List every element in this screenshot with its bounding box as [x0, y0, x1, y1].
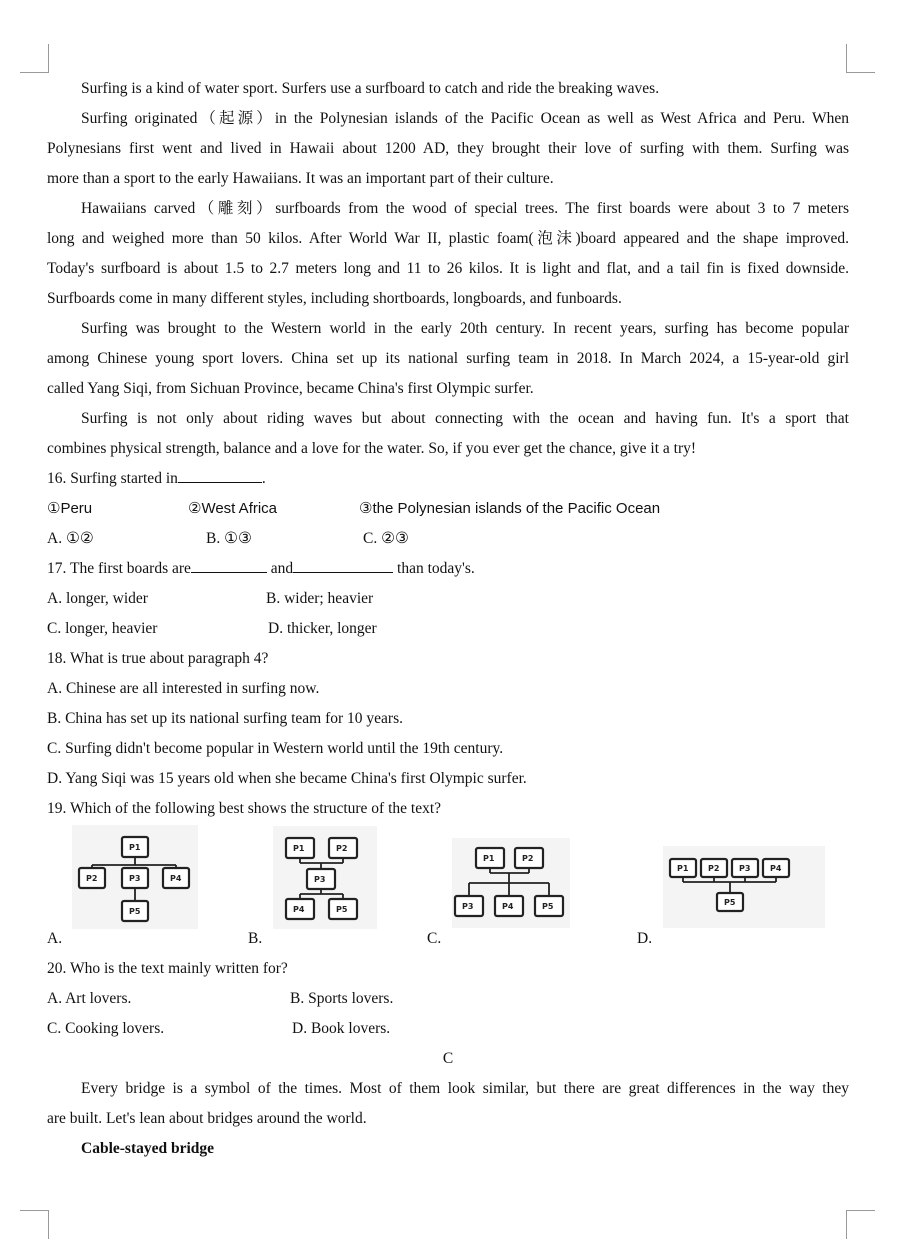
answer-option-letter[interactable]: B.: [248, 930, 263, 947]
structure-diagram-options: [47, 824, 849, 949]
passage-line: long and weighed more than 50 kilos. After World War II, plastic foam(泡沫)board appeared and the shape improved.: [47, 230, 849, 247]
paragraph-box: [455, 896, 483, 916]
question-17-options: [47, 584, 849, 614]
svg-text:P1: P1: [677, 864, 689, 873]
svg-text:P4: P4: [293, 905, 305, 914]
section-heading: C: [442, 1050, 454, 1067]
svg-text:P5: P5: [542, 902, 554, 911]
passage-line: among Chinese young sport lovers. China set up its national surfing team in 2018. In March 2024, a 15-year-old girl: [47, 350, 849, 367]
answer-blank[interactable]: [293, 554, 393, 573]
svg-text:P1: P1: [483, 854, 495, 863]
svg-text:P5: P5: [336, 905, 348, 914]
passage-line: combines physical strength, balance and a love for the water. So, if you ever get the chance, give it a try!: [47, 440, 697, 457]
answer-option[interactable]: D. Yang Siqi was 15 years old when she became China's first Olympic surfer.: [47, 770, 527, 787]
answer-option-letter[interactable]: A.: [47, 930, 63, 947]
passage-line: are built. Let's lean about bridges around the world.: [47, 1110, 367, 1127]
paragraph-box: [122, 868, 148, 888]
passage-line: Hawaiians carved（雕刻）surfboards from the wood of special trees. The first boards were about 3 to 7 meters: [81, 200, 849, 217]
answer-option[interactable]: D. thicker, longer: [268, 620, 377, 637]
svg-text:P4: P4: [770, 864, 782, 873]
passage-line: called Yang Siqi, from Sichuan Province, became China's first Olympic surfer.: [47, 380, 534, 397]
answer-option[interactable]: C. ②③: [363, 530, 409, 547]
paragraph-box: [495, 896, 523, 916]
answer-option[interactable]: A. longer, wider: [47, 590, 148, 607]
question-18-stem: 18. What is true about paragraph 4?: [47, 650, 269, 667]
choice-item: ①Peru: [47, 500, 93, 517]
answer-option[interactable]: B. China has set up its national surfing team for 10 years.: [47, 710, 404, 727]
diagram-connector: [469, 868, 549, 896]
question-text: and: [266, 560, 294, 577]
passage-line: Surfing was brought to the Western world in the early 20th century. In recent years, surfing has become popular: [81, 320, 849, 337]
answer-option[interactable]: A. Art lovers.: [47, 990, 132, 1007]
svg-text:P3: P3: [129, 874, 141, 883]
paragraph-box: [717, 893, 743, 911]
question-17-stem: [47, 554, 849, 584]
svg-text:P5: P5: [724, 898, 736, 907]
paragraph-box: [763, 859, 789, 877]
answer-option[interactable]: C. longer, heavier: [47, 620, 158, 637]
diagram-connector: [683, 877, 776, 893]
document-body: [47, 74, 849, 1164]
question-20-options: [47, 984, 849, 1014]
choice-item: ③the Polynesian islands of the Pacific Ocean: [359, 500, 661, 517]
structure-diagram-d[interactable]: [663, 846, 825, 928]
passage-line: Surfboards come in many different styles, including shortboards, longboards, and funboards.: [47, 290, 622, 307]
passage-line: Polynesians first went and lived in Hawaii about 1200 AD, they brought their love of surfing with them. Surfing was: [47, 140, 849, 157]
paragraph-box: [163, 868, 189, 888]
question-text: than today's.: [393, 560, 475, 577]
page-corner-mark: [20, 44, 49, 73]
question-19-stem: 19. Which of the following best shows the structure of the text?: [47, 800, 442, 817]
svg-text:P4: P4: [170, 874, 182, 883]
paragraph-box: [122, 901, 148, 921]
paragraph-box: [286, 899, 314, 919]
answer-option[interactable]: B. ①③: [206, 530, 252, 547]
svg-text:P1: P1: [129, 843, 141, 852]
question-16-items: [47, 494, 849, 524]
paragraph-box: [670, 859, 696, 877]
page-corner-mark: [846, 1210, 875, 1239]
paragraph-box: [122, 837, 148, 857]
question-16-stem: [47, 464, 849, 494]
question-20-stem: 20. Who is the text mainly written for?: [47, 960, 288, 977]
structure-diagram-c[interactable]: [452, 838, 570, 928]
paragraph-box: [286, 838, 314, 858]
svg-text:P3: P3: [314, 875, 326, 884]
passage-line: Surfing is not only about riding waves but about connecting with the ocean and having fun. It's a sport that: [81, 410, 849, 427]
paragraph-box: [732, 859, 758, 877]
passage-line: Surfing is a kind of water sport. Surfers use a surfboard to catch and ride the breaking waves.: [81, 80, 660, 97]
question-16-options: [47, 524, 849, 554]
answer-option[interactable]: B. wider; heavier: [266, 590, 374, 607]
svg-text:P2: P2: [708, 864, 720, 873]
svg-text:P2: P2: [86, 874, 98, 883]
paragraph-box: [476, 848, 504, 868]
answer-option[interactable]: C. Cooking lovers.: [47, 1020, 165, 1037]
svg-text:P2: P2: [522, 854, 534, 863]
passage-line: more than a sport to the early Hawaiians. It was an important part of their culture.: [47, 170, 554, 187]
paragraph-box: [329, 899, 357, 919]
answer-blank[interactable]: [191, 554, 267, 573]
passage-line: Today's surfboard is about 1.5 to 2.7 meters long and 11 to 26 kilos. It is light and flat, and a tail fin is fixed downside.: [47, 260, 849, 277]
question-17-options: [47, 614, 849, 644]
svg-text:P3: P3: [462, 902, 474, 911]
answer-option[interactable]: D. Book lovers.: [292, 1020, 391, 1037]
svg-text:P2: P2: [336, 844, 348, 853]
svg-text:P5: P5: [129, 907, 141, 916]
question-20-options: [47, 1014, 849, 1044]
answer-option[interactable]: A. Chinese are all interested in surfing now.: [47, 680, 320, 697]
passage-line: Every bridge is a symbol of the times. Most of them look similar, but there are great differences in the way they: [81, 1080, 849, 1097]
paragraph-box: [79, 868, 105, 888]
answer-option[interactable]: B. Sports lovers.: [290, 990, 394, 1007]
answer-option[interactable]: C. Surfing didn't become popular in Western world until the 19th century.: [47, 740, 504, 757]
svg-text:P4: P4: [502, 902, 514, 911]
question-text: .: [261, 470, 266, 487]
page-corner-mark: [20, 1210, 49, 1239]
answer-option-letter[interactable]: D.: [637, 930, 653, 947]
page-corner-mark: [846, 44, 875, 73]
choice-item: ②West Africa: [188, 500, 278, 517]
paragraph-box: [701, 859, 727, 877]
svg-text:P3: P3: [739, 864, 751, 873]
svg-text:P1: P1: [293, 844, 305, 853]
passage-line: Surfing originated（起源）in the Polynesian islands of the Pacific Ocean as well as West Africa and Peru. When: [81, 110, 849, 127]
section-subheading: Cable-stayed bridge: [81, 1140, 215, 1157]
answer-option-letter[interactable]: C.: [427, 930, 442, 947]
structure-diagram-a[interactable]: [72, 825, 198, 929]
paragraph-box: [535, 896, 563, 916]
answer-option[interactable]: A. ①②: [47, 530, 94, 547]
structure-diagram-b[interactable]: [273, 826, 377, 929]
answer-blank[interactable]: [178, 464, 262, 483]
question-text: 16. Surfing started in: [47, 470, 178, 487]
paragraph-box: [307, 869, 335, 889]
question-text: 17. The first boards are: [47, 560, 191, 577]
paragraph-box: [329, 838, 357, 858]
paragraph-box: [515, 848, 543, 868]
